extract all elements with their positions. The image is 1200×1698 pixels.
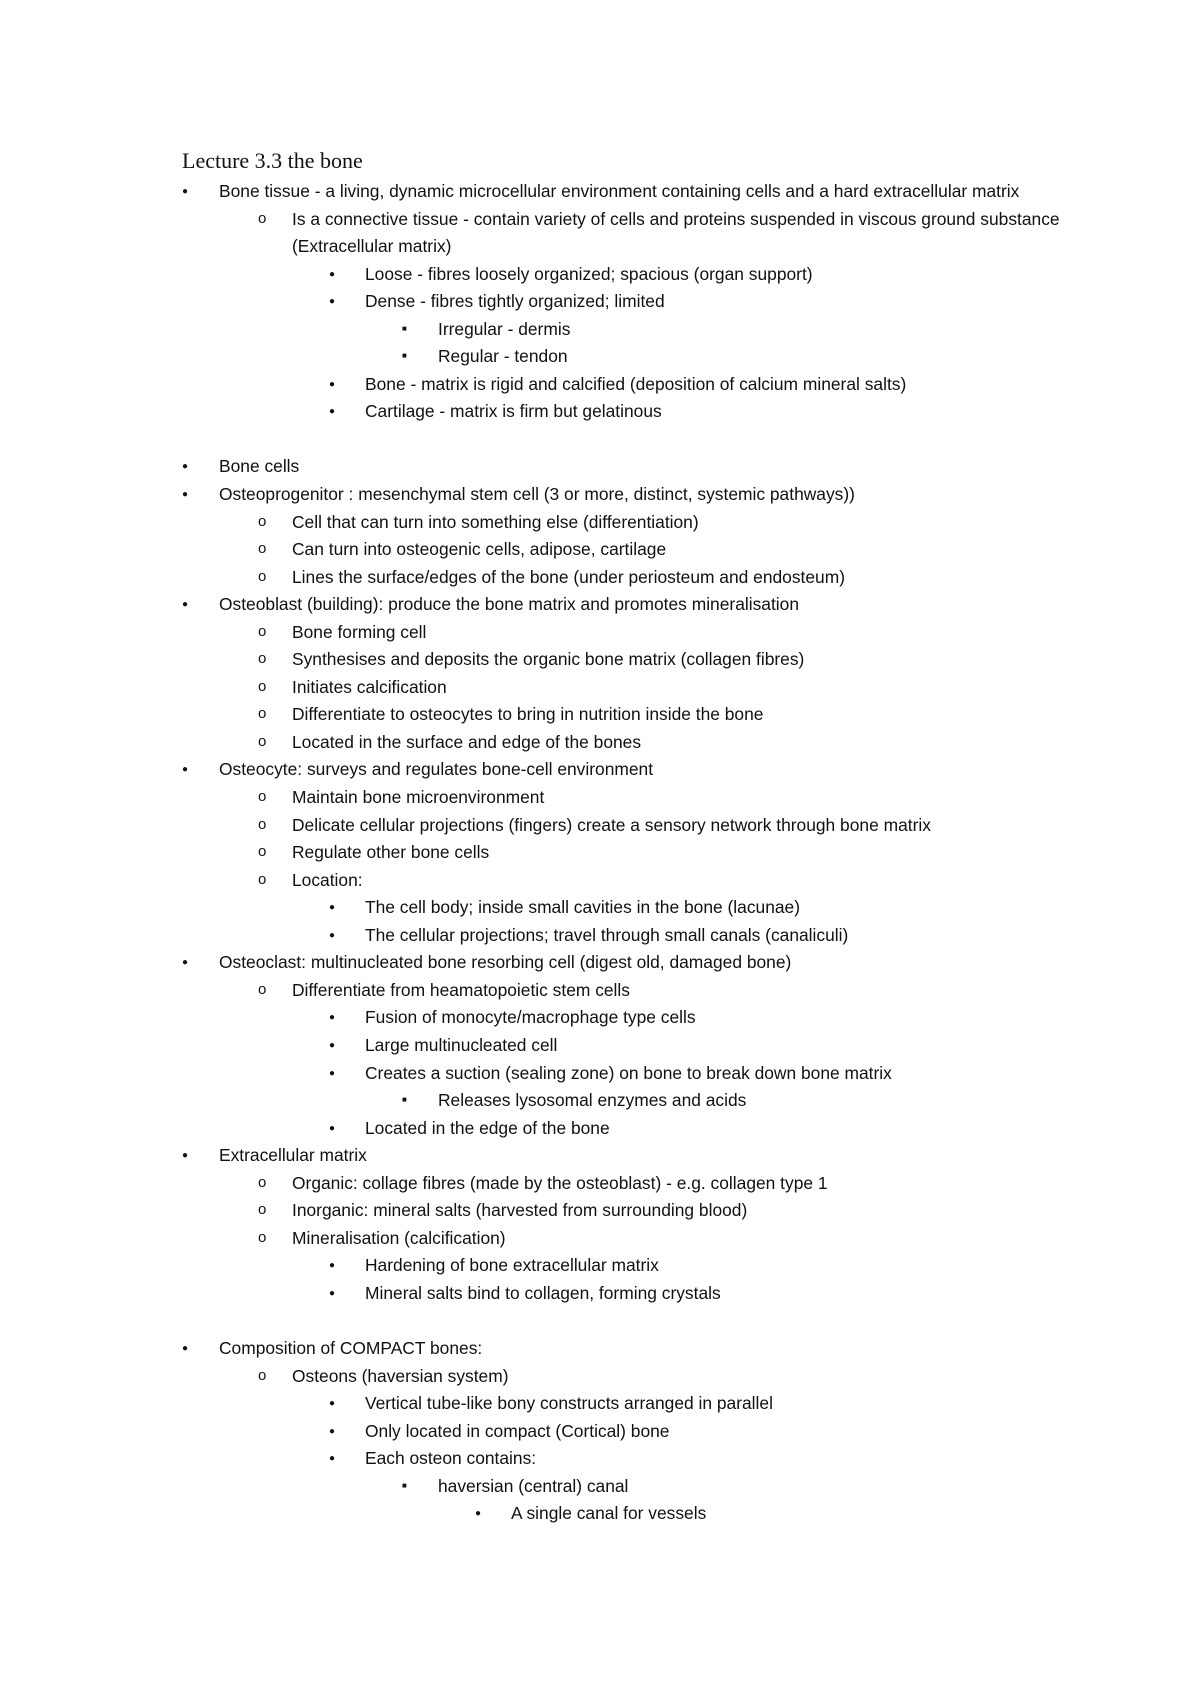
circle-bullet-icon: [258, 674, 266, 702]
disc-bullet-icon: [329, 288, 335, 318]
list-item-text: Osteoprogenitor : mesenchymal stem cell (3 or more, distinct, systemic pathways)): [219, 484, 855, 505]
list-item-text: Located in the edge of the bone: [365, 1117, 610, 1138]
circle-bullet-icon: [258, 206, 266, 234]
list-item: [182, 949, 1082, 977]
list-item: [182, 701, 1082, 729]
list-item: [182, 398, 1082, 426]
list-item: [182, 784, 1082, 812]
list-item: [182, 1197, 1082, 1225]
list-item-text: Composition of COMPACT bones:: [219, 1337, 483, 1358]
circle-bullet-icon: [258, 619, 266, 647]
list-item-text: A single canal for vessels: [511, 1503, 707, 1524]
list-item: [182, 1087, 1082, 1115]
list-item: [182, 1170, 1082, 1198]
list-item-text: Location:: [292, 869, 363, 890]
disc-bullet-icon: [329, 1060, 335, 1090]
list-item-text: Regular - tendon: [438, 346, 568, 367]
disc-bullet-icon: [329, 261, 335, 291]
list-item: [182, 1335, 1082, 1363]
list-item: [182, 894, 1082, 922]
disc-bullet-icon: [475, 1500, 481, 1530]
list-item-text: Vertical tube-like bony constructs arranged in parallel: [365, 1393, 773, 1414]
list-item-text: Osteoblast (building): produce the bone matrix and promotes mineralisation: [219, 594, 799, 615]
circle-bullet-icon: [258, 1170, 266, 1198]
list-item-text: Initiates calcification: [292, 676, 447, 697]
list-item-text: Osteocyte: surveys and regulates bone-cell environment: [219, 759, 654, 780]
circle-bullet-icon: [258, 1363, 266, 1391]
disc-bullet-icon: [329, 1252, 335, 1282]
disc-bullet-icon: [329, 1445, 335, 1475]
disc-bullet-icon: [182, 178, 188, 208]
list-item: [182, 1115, 1082, 1143]
circle-bullet-icon: [258, 977, 266, 1005]
list-item: [182, 1004, 1082, 1032]
list-item: [182, 1445, 1082, 1473]
list-item: [182, 453, 1082, 481]
list-item: [182, 343, 1082, 371]
disc-bullet-icon: [329, 371, 335, 401]
list-item: [182, 261, 1082, 289]
list-item: [182, 729, 1082, 757]
list-item: [182, 288, 1082, 316]
list-item: [182, 619, 1082, 647]
disc-bullet-icon: [329, 922, 335, 952]
list-item: [182, 1060, 1082, 1088]
list-item-text: Cell that can turn into something else (differentiation): [292, 511, 699, 532]
circle-bullet-icon: [258, 1197, 266, 1225]
blank-line: [182, 426, 1082, 454]
bullet-list: [182, 178, 1082, 1528]
list-item: [182, 1473, 1082, 1501]
list-item-text: Delicate cellular projections (fingers) create a sensory network through bone matrix: [292, 814, 931, 835]
list-item: [182, 178, 1082, 206]
circle-bullet-icon: [258, 536, 266, 564]
disc-bullet-icon: [182, 1142, 188, 1172]
list-item: [182, 646, 1082, 674]
list-item: [182, 839, 1082, 867]
list-item: [182, 1280, 1082, 1308]
disc-bullet-icon: [182, 591, 188, 621]
list-item: [182, 674, 1082, 702]
list-item-text: Organic: collage fibres (made by the osteoblast) - e.g. collagen type 1: [292, 1172, 828, 1193]
list-item: [182, 371, 1082, 399]
list-item-text: The cellular projections; travel through small canals (canaliculi): [365, 924, 849, 945]
list-item: [182, 756, 1082, 784]
circle-bullet-icon: [258, 564, 266, 592]
list-item: [182, 1032, 1082, 1060]
square-bullet-icon: [402, 316, 407, 346]
disc-bullet-icon: [329, 894, 335, 924]
list-item-text: Osteons (haversian system): [292, 1365, 509, 1386]
disc-bullet-icon: [329, 1390, 335, 1420]
list-item: [182, 1418, 1082, 1446]
list-item-text: Loose - fibres loosely organized; spacious (organ support): [365, 263, 813, 284]
list-item-text: Extracellular matrix: [219, 1145, 367, 1166]
square-bullet-icon: [402, 1087, 407, 1117]
square-bullet-icon: [402, 1473, 407, 1503]
disc-bullet-icon: [329, 1280, 335, 1310]
disc-bullet-icon: [329, 398, 335, 428]
list-item: [182, 591, 1082, 619]
list-item: [182, 1363, 1082, 1391]
list-item-text: Fusion of monocyte/macrophage type cells: [365, 1007, 696, 1028]
list-item: [182, 564, 1082, 592]
list-item-text: Lines the surface/edges of the bone (under periosteum and endosteum): [292, 566, 845, 587]
list-item-text: Is a connective tissue - contain variety of cells and proteins suspended in viscous ground substance (Extracellular matrix): [292, 208, 1060, 257]
circle-bullet-icon: [258, 729, 266, 757]
disc-bullet-icon: [182, 949, 188, 979]
list-item-text: Bone cells: [219, 456, 300, 477]
disc-bullet-icon: [329, 1004, 335, 1034]
list-item: [182, 1252, 1082, 1280]
list-item-text: Regulate other bone cells: [292, 842, 490, 863]
list-item: [182, 536, 1082, 564]
list-item: [182, 977, 1082, 1005]
list-item-text: Bone forming cell: [292, 621, 427, 642]
circle-bullet-icon: [258, 646, 266, 674]
disc-bullet-icon: [182, 481, 188, 511]
document-page: [182, 148, 1082, 1528]
list-item-text: Large multinucleated cell: [365, 1034, 558, 1055]
list-item-text: Synthesises and deposits the organic bone matrix (collagen fibres): [292, 649, 805, 670]
list-item: [182, 481, 1082, 509]
list-item-text: haversian (central) canal: [438, 1475, 629, 1496]
list-item: [182, 867, 1082, 895]
list-item-text: Maintain bone microenvironment: [292, 787, 545, 808]
list-item: [182, 1142, 1082, 1170]
disc-bullet-icon: [182, 756, 188, 786]
list-item-text: Irregular - dermis: [438, 318, 571, 339]
list-item-text: Mineral salts bind to collagen, forming crystals: [365, 1282, 721, 1303]
disc-bullet-icon: [182, 1335, 188, 1365]
list-item: [182, 1390, 1082, 1418]
circle-bullet-icon: [258, 784, 266, 812]
circle-bullet-icon: [258, 509, 266, 537]
list-item-text: Can turn into osteogenic cells, adipose, cartilage: [292, 539, 667, 560]
list-item-text: Differentiate to osteocytes to bring in nutrition inside the bone: [292, 704, 764, 725]
list-item-text: Creates a suction (sealing zone) on bone to break down bone matrix: [365, 1062, 892, 1083]
disc-bullet-icon: [329, 1418, 335, 1448]
list-item: [182, 316, 1082, 344]
circle-bullet-icon: [258, 812, 266, 840]
list-item-text: Located in the surface and edge of the bones: [292, 731, 642, 752]
list-item: [182, 206, 1082, 261]
list-item: [182, 1225, 1082, 1253]
list-item: [182, 1500, 1082, 1528]
list-item-text: Cartilage - matrix is firm but gelatinous: [365, 401, 662, 422]
list-item-text: Dense - fibres tightly organized; limited: [365, 291, 665, 312]
circle-bullet-icon: [258, 701, 266, 729]
list-item-text: Differentiate from heamatopoietic stem cells: [292, 979, 630, 1000]
list-item-text: Inorganic: mineral salts (harvested from surrounding blood): [292, 1200, 748, 1221]
disc-bullet-icon: [329, 1115, 335, 1145]
list-item-text: Hardening of bone extracellular matrix: [365, 1255, 659, 1276]
list-item-text: Each osteon contains:: [365, 1448, 537, 1469]
disc-bullet-icon: [329, 1032, 335, 1062]
circle-bullet-icon: [258, 839, 266, 867]
list-item-text: Bone - matrix is rigid and calcified (deposition of calcium mineral salts): [365, 373, 907, 394]
list-item-text: Bone tissue - a living, dynamic microcellular environment containing cells and a hard extracellular matrix: [219, 181, 1020, 201]
list-item: [182, 812, 1082, 840]
list-item-text: Mineralisation (calcification): [292, 1227, 506, 1248]
list-item-text: The cell body; inside small cavities in the bone (lacunae): [365, 897, 800, 918]
list-item-text: Osteoclast: multinucleated bone resorbing cell (digest old, damaged bone): [219, 952, 792, 973]
document-title: Lecture 3.3 the bone: [182, 148, 363, 173]
square-bullet-icon: [402, 343, 407, 373]
circle-bullet-icon: [258, 1225, 266, 1253]
circle-bullet-icon: [258, 867, 266, 895]
blank-line: [182, 1307, 1082, 1335]
list-item-text: Releases lysosomal enzymes and acids: [438, 1090, 747, 1111]
list-item: [182, 509, 1082, 537]
list-item-text: Only located in compact (Cortical) bone: [365, 1420, 670, 1441]
disc-bullet-icon: [182, 453, 188, 483]
list-item: [182, 922, 1082, 950]
